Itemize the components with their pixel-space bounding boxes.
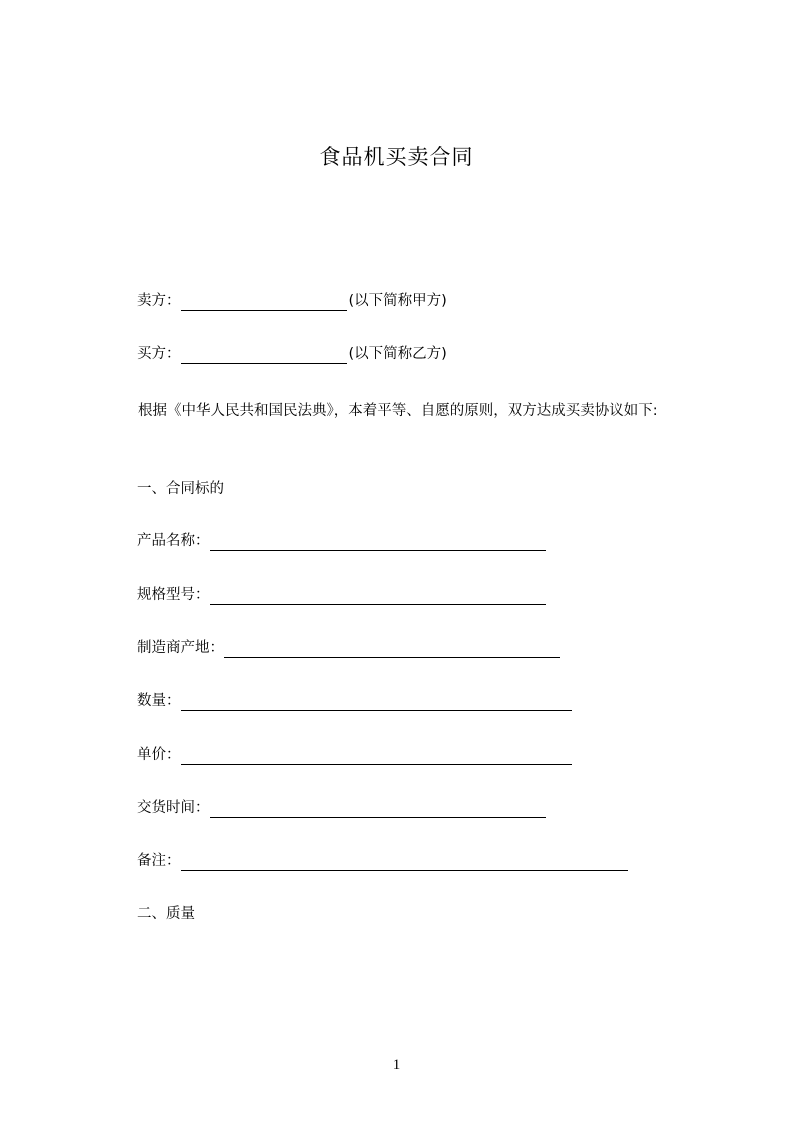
manufacturer-origin-blank[interactable] bbox=[224, 641, 560, 658]
seller-line bbox=[137, 291, 447, 311]
unit-price-blank[interactable] bbox=[181, 748, 572, 765]
buyer-line bbox=[137, 344, 447, 364]
spec-model-blank[interactable] bbox=[210, 588, 546, 605]
seller-blank[interactable] bbox=[181, 294, 347, 311]
manufacturer-origin-label: 制造商产地： bbox=[137, 640, 224, 656]
section-2-heading: 二、质量 bbox=[137, 906, 195, 922]
delivery-time-label: 交货时间： bbox=[137, 800, 210, 816]
quantity-label: 数量： bbox=[137, 693, 181, 709]
buyer-blank[interactable] bbox=[181, 347, 347, 364]
buyer-suffix: (以下简称乙方) bbox=[348, 346, 447, 362]
product-name-line bbox=[137, 531, 546, 551]
section-1-heading: 一、合同标的 bbox=[137, 481, 224, 497]
unit-price-line bbox=[137, 745, 572, 765]
delivery-time-blank[interactable] bbox=[210, 801, 546, 818]
unit-price-label: 单价： bbox=[137, 747, 181, 763]
seller-suffix: (以下简称甲方) bbox=[348, 293, 447, 309]
remarks-line bbox=[137, 851, 628, 871]
product-name-blank[interactable] bbox=[210, 534, 546, 551]
remarks-blank[interactable] bbox=[181, 854, 628, 871]
quantity-line bbox=[137, 691, 572, 711]
remarks-label: 备注： bbox=[137, 853, 181, 869]
intro-paragraph: 根据《中华人民共和国民法典》，本着平等、自愿的原则，双方达成买卖协议如下: bbox=[138, 403, 658, 419]
document-title: 食品机买卖合同 bbox=[319, 145, 474, 169]
manufacturer-origin-line bbox=[137, 638, 560, 658]
quantity-blank[interactable] bbox=[181, 694, 572, 711]
buyer-label: 买方： bbox=[137, 346, 181, 362]
product-name-label: 产品名称： bbox=[137, 533, 210, 549]
spec-model-label: 规格型号： bbox=[137, 587, 210, 603]
spec-model-line bbox=[137, 585, 546, 605]
delivery-time-line bbox=[137, 798, 546, 818]
page-number: 1 bbox=[392, 1057, 401, 1073]
seller-label: 卖方： bbox=[137, 293, 181, 309]
